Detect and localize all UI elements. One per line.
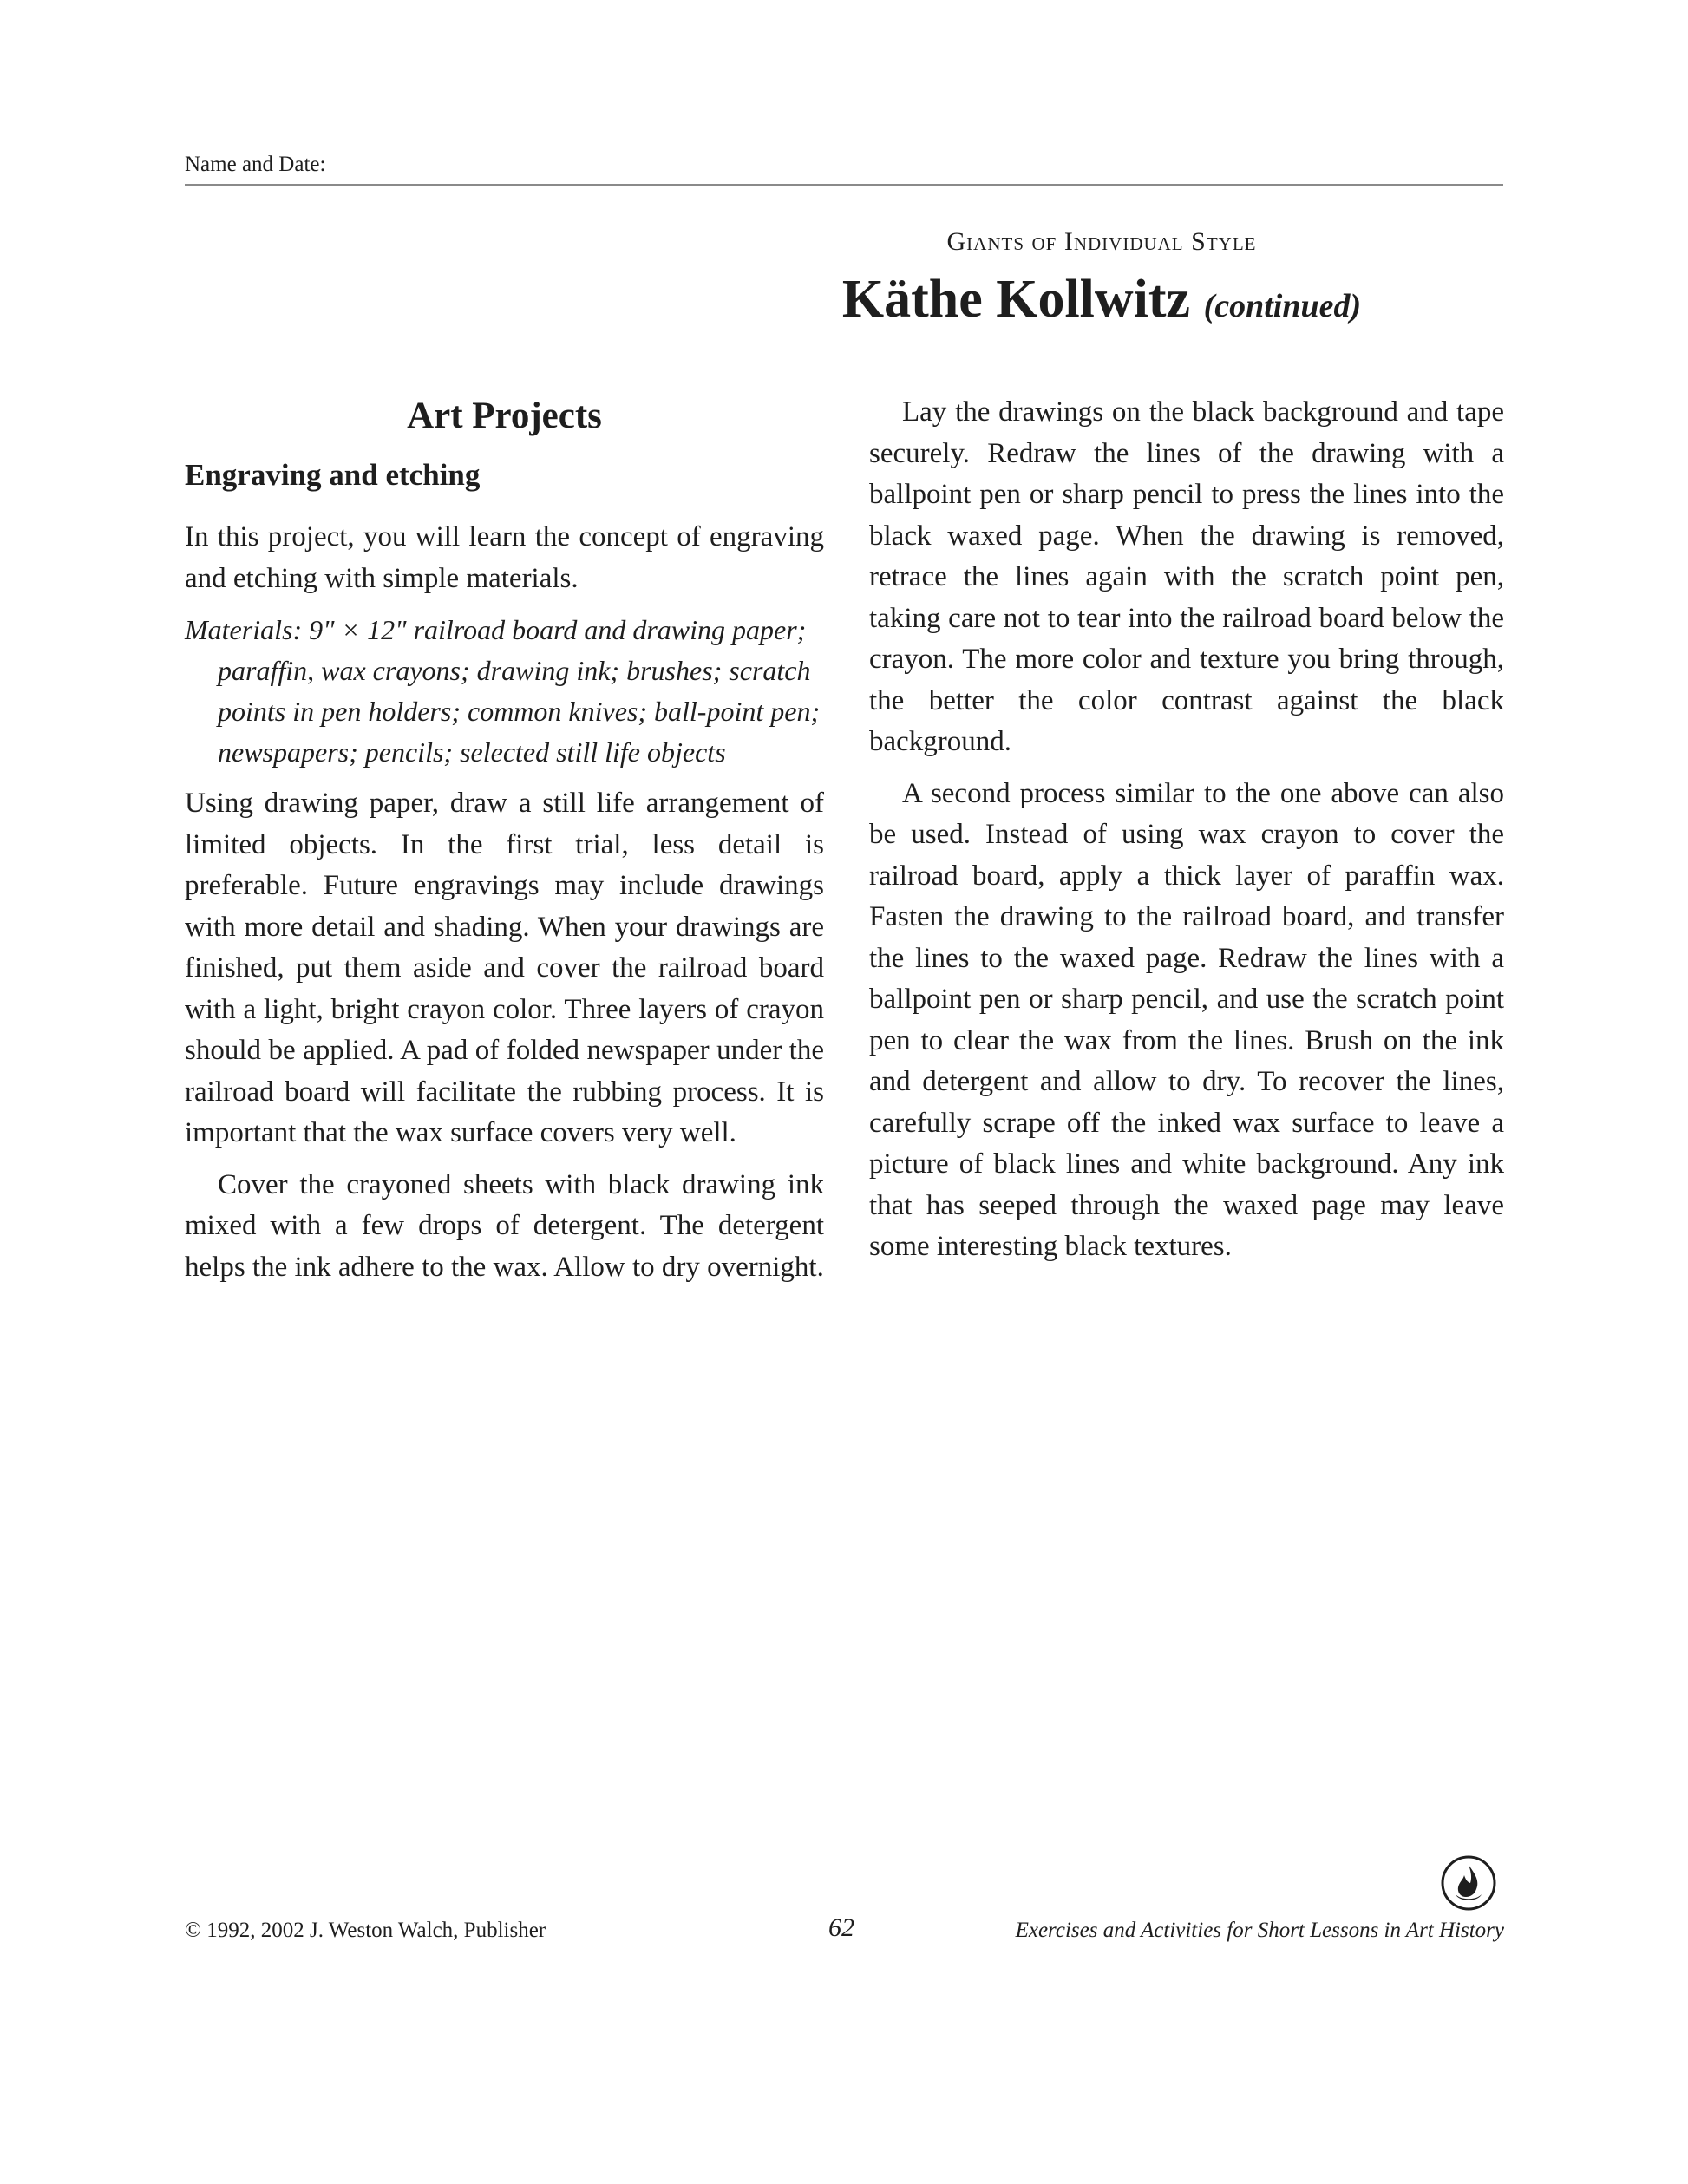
materials-list: Materials: 9" × 12" railroad board and drawing paper; paraffin, wax crayons; drawing ink; brushes; scratch points in pen holders; common knives; ball-point pen; newspapers; pencils; selected still life objects	[185, 614, 821, 768]
right-column	[869, 392, 1504, 1278]
header-divider	[185, 184, 1503, 186]
flame-logo-icon	[1440, 1854, 1497, 1912]
name-and-date-label: Name and Date:	[185, 153, 326, 176]
title-suffix: (continued)	[1203, 288, 1362, 324]
intro-paragraph: In this project, you will learn the concept of engraving and etching with simple materials.	[185, 521, 824, 594]
sub-heading: Engraving and etching	[185, 458, 481, 492]
left-paragraph-1: Using drawing paper, draw a still life arrangement of limited objects. In the first trial, less detail is preferable. Future engravings may include drawings with more detail and shading. When your drawings are finished, put them aside and cover the railroad board with a light, bright crayon color. Three layers of crayon should be applied. A pad of folded newspaper under the railroad board will facilitate the rubbing process. It is important that the wax surface covers very well.	[185, 788, 824, 1148]
book-title: Exercises and Activities for Short Lessons in Art History	[1015, 1919, 1504, 1942]
series-title: Giants of Individual Style	[946, 227, 1257, 256]
section-heading: Art Projects	[407, 396, 602, 436]
copyright-text: © 1992, 2002 J. Weston Walch, Publisher	[185, 1919, 546, 1942]
page-number: 62	[828, 1913, 854, 1942]
right-paragraph-1: Lay the drawings on the black background and tape securely. Redraw the lines of the drawing with a ballpoint pen or sharp pencil to press the lines into the black waxed page. When the drawing is removed, retrace the lines again with the scratch point pen, taking care not to tear into the railroad board below the crayon. The more color and texture you bring through, the better the color contrast against the black background.	[869, 396, 1504, 757]
page-title	[677, 269, 1527, 330]
right-paragraph-2: A second process similar to the one above can also be used. Instead of using wax crayon to cover the railroad board, apply a thick layer of paraffin wax. Fasten the drawing to the railroad board, and transfer the lines to the waxed page. Redraw the lines with a ballpoint pen or sharp pencil, and use the scratch point pen to clear the wax from the lines. Brush on the ink and detergent and allow to dry. To recover the lines, carefully scrape off the inked wax surface to leave a picture of black lines and white background. Any ink that has seeped through the waxed page may leave some interesting black textures.	[869, 777, 1504, 1262]
left-column	[185, 392, 824, 1298]
title-text: Käthe Kollwitz	[841, 270, 1191, 329]
left-paragraph-2: Cover the crayoned sheets with black drawing ink mixed with a few drops of detergent. The detergent helps the ink adhere to the wax. Allow to dry overnight.	[185, 1168, 824, 1283]
